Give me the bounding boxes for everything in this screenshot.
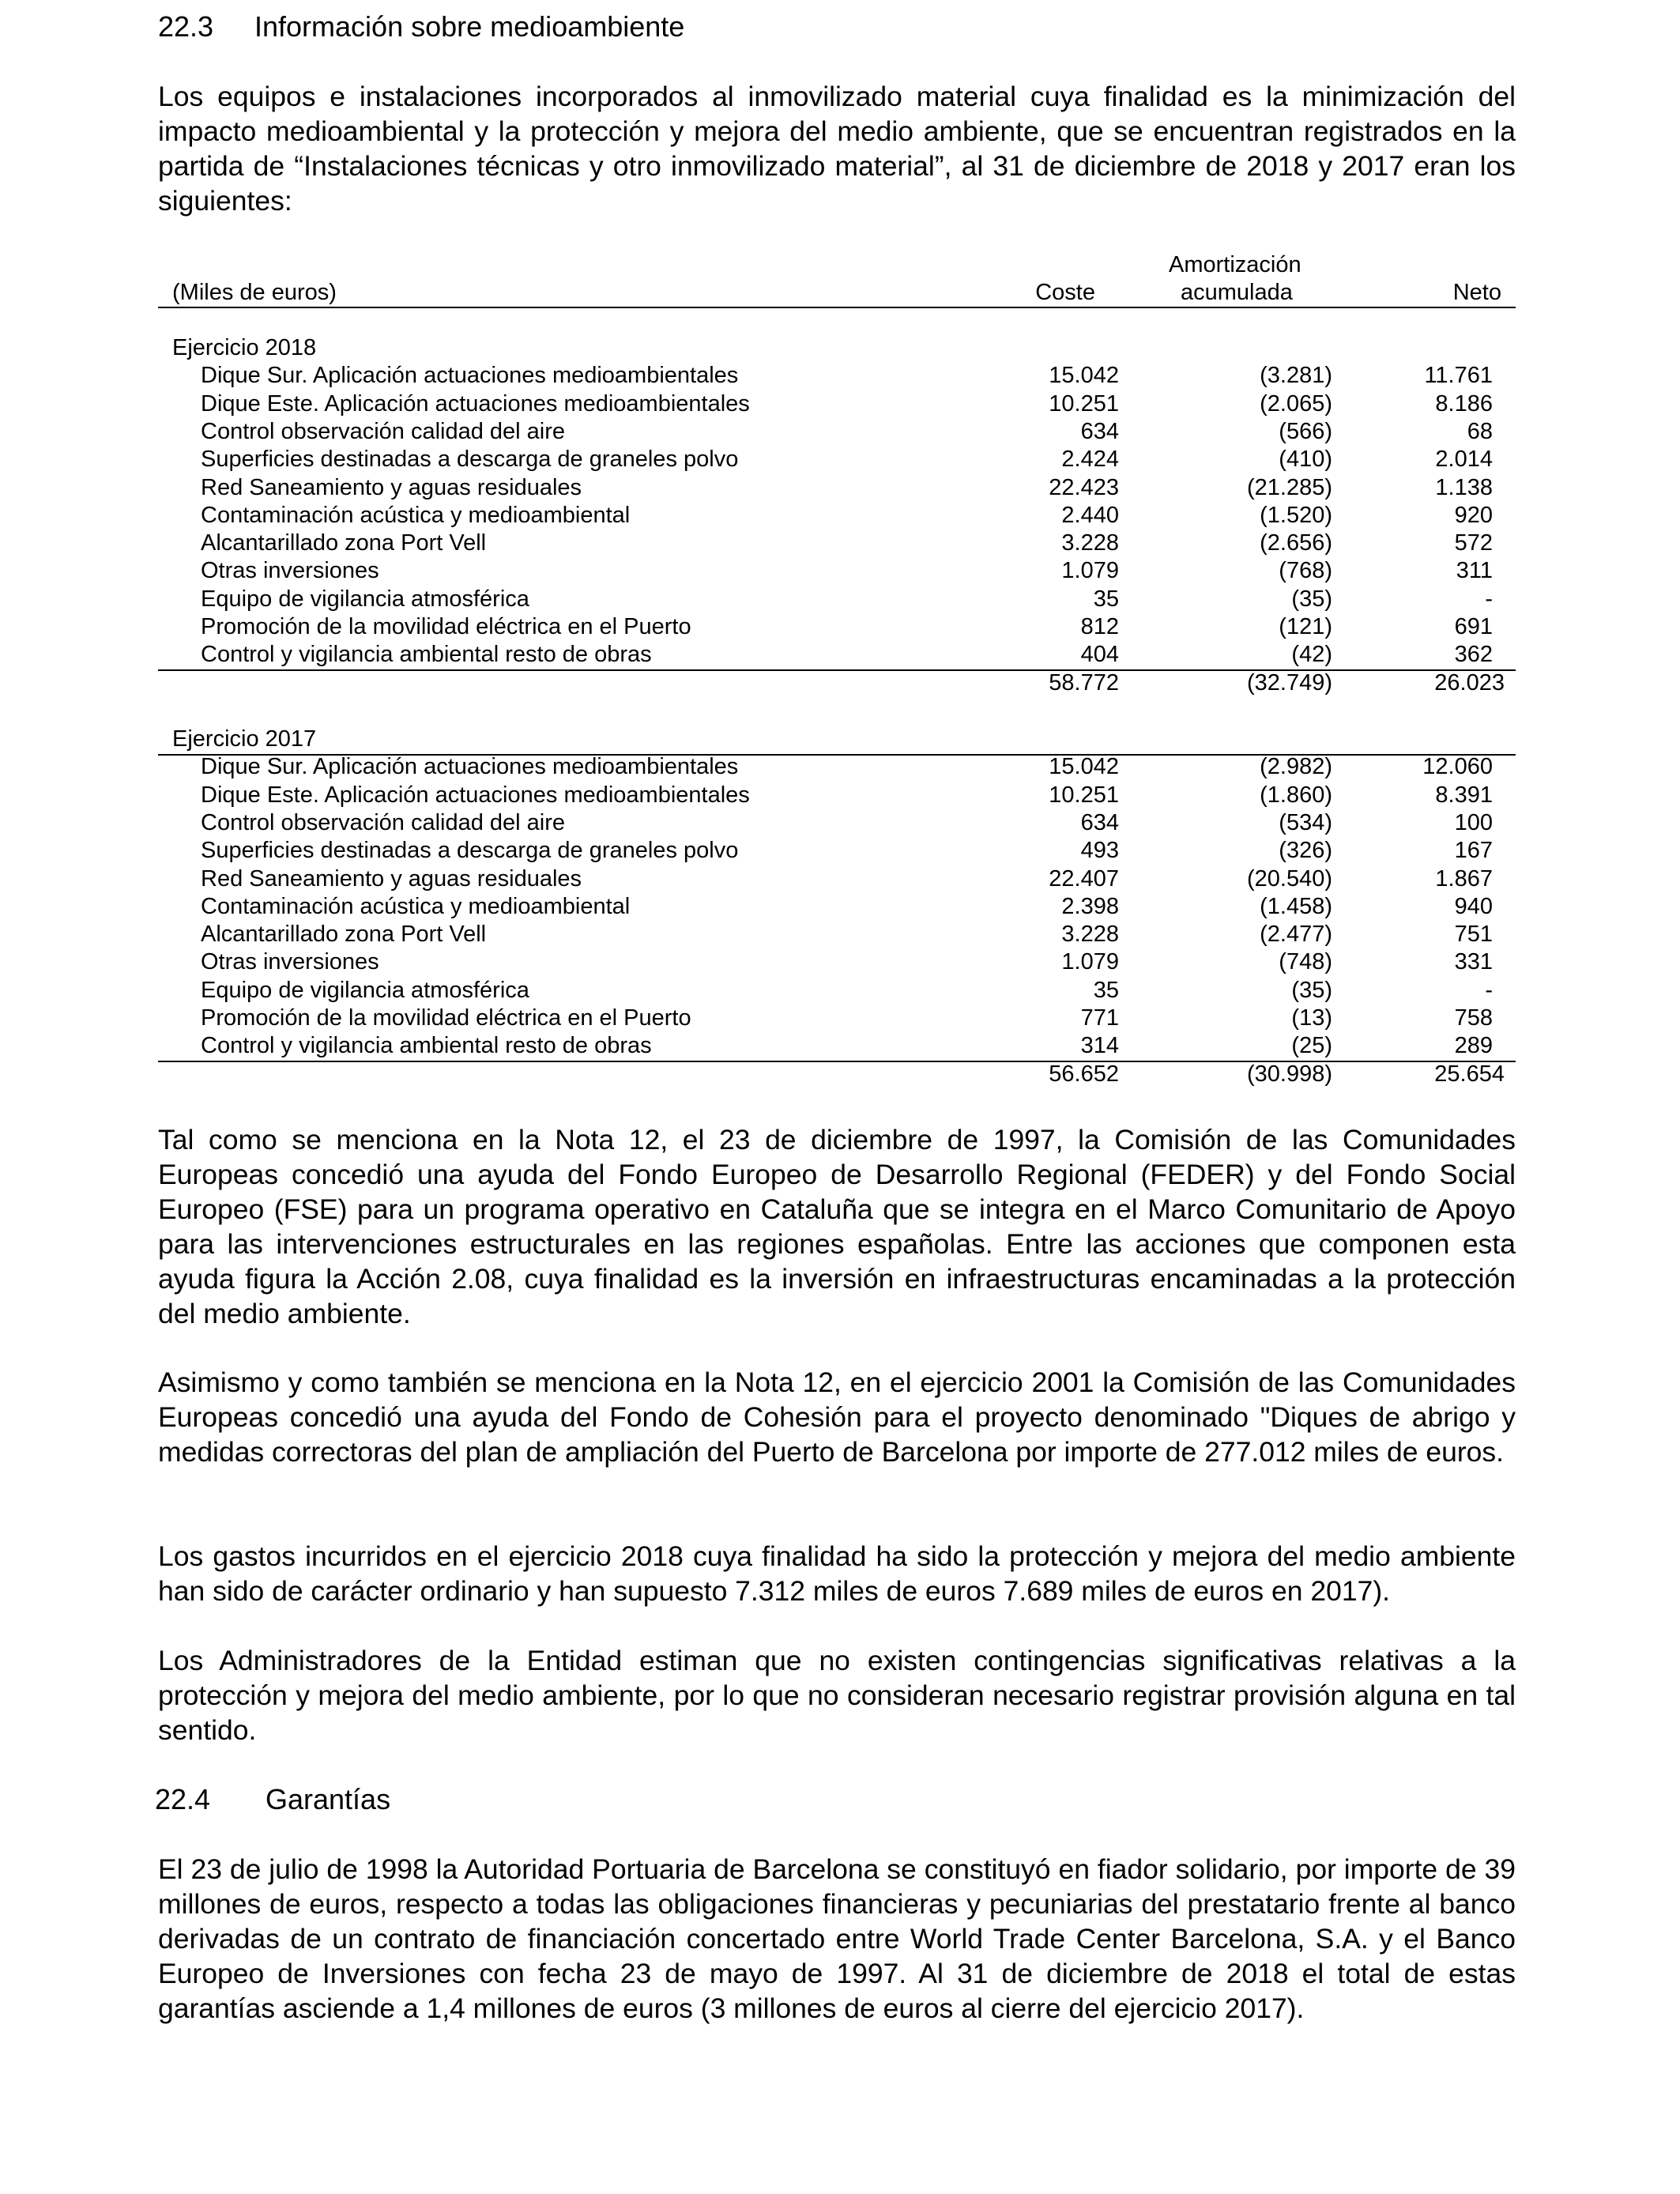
row-amortizacion: (534) (1279, 810, 1332, 835)
row-neto: - (1485, 586, 1493, 612)
row-neto: 572 (1454, 530, 1493, 556)
row-neto: 167 (1454, 838, 1493, 863)
row-concept: Dique Sur. Aplicación actuaciones medioambientales (201, 363, 739, 388)
row-concept: Equipo de vigilancia atmosférica (201, 978, 529, 1003)
row-coste: 771 (1080, 1005, 1119, 1031)
row-amortizacion: (2.477) (1260, 922, 1332, 947)
total-amortizacion: (32.749) (1246, 670, 1332, 696)
row-coste: 812 (1080, 614, 1119, 639)
feder-paragraph: Tal como se menciona en la Nota 12, el 23 de diciembre de 1997, la Comisión de las Comunidades Europeas concedió una ayuda del Fondo Europeo de Desarrollo Regional (FEDER) y del Fondo Social Europeo (FSE) para un programa operativo en Cataluña que se integra en el Marco Comunitario de Apoyo para las intervenciones estructurales en las regiones españolas. Entre las acciones que componen esta ayuda figura la Acción 2.08, cuya finalidad es la inversión en infraestructuras encaminadas a la protección del medio ambiente. (158, 1124, 1516, 1329)
row-concept: Control y vigilancia ambiental resto de obras (201, 642, 652, 667)
row-amortizacion: (410) (1279, 447, 1332, 472)
row-concept: Contaminación acústica y medioambiental (201, 503, 631, 528)
row-neto: 100 (1454, 810, 1493, 835)
row-amortizacion: (2.065) (1260, 391, 1332, 417)
row-amortizacion: (2.656) (1260, 530, 1332, 556)
administradores-paragraph: Los Administradores de la Entidad estiman que no existen contingencias significativas relativas a la protección y mejora del medio ambiente, por lo que no consideran necesario registrar provisión alguna en tal sentido. (158, 1645, 1516, 1746)
row-coste: 3.228 (1061, 922, 1119, 947)
row-concept: Contaminación acústica y medioambiental (201, 894, 631, 919)
row-concept: Superficies destinadas a descarga de graneles polvo (201, 838, 739, 863)
row-amortizacion: (3.281) (1260, 363, 1332, 388)
row-amortizacion: (13) (1291, 1005, 1332, 1031)
row-neto: - (1485, 978, 1493, 1003)
section-title: Información sobre medioambiente (254, 10, 685, 43)
row-amortizacion: (20.540) (1246, 866, 1332, 892)
total-neto: 26.023 (1434, 670, 1505, 696)
row-neto: 920 (1454, 503, 1493, 528)
row-coste: 314 (1080, 1033, 1119, 1058)
row-amortizacion: (1.520) (1260, 503, 1332, 528)
group-label: Ejercicio 2017 (172, 726, 317, 752)
row-concept: Red Saneamiento y aguas residuales (201, 475, 582, 500)
row-amortizacion: (326) (1279, 838, 1332, 863)
row-amortizacion: (748) (1279, 949, 1332, 974)
row-neto: 68 (1467, 419, 1493, 444)
table-unit-label: (Miles de euros) (172, 280, 337, 305)
row-concept: Otras inversiones (201, 558, 379, 583)
total-amortizacion: (30.998) (1246, 1061, 1332, 1087)
row-neto: 2.014 (1435, 447, 1493, 472)
row-concept: Alcantarillado zona Port Vell (201, 922, 487, 947)
row-concept: Equipo de vigilancia atmosférica (201, 586, 529, 612)
row-neto: 289 (1454, 1033, 1493, 1058)
section-heading-22-4 (155, 1782, 391, 1817)
row-neto: 8.391 (1435, 782, 1493, 808)
row-amortizacion: (566) (1279, 419, 1332, 444)
total-coste: 58.772 (1049, 670, 1119, 696)
row-coste: 404 (1080, 642, 1119, 667)
total-coste: 56.652 (1049, 1061, 1119, 1087)
row-neto: 940 (1454, 894, 1493, 919)
row-coste: 35 (1093, 978, 1119, 1003)
total-neto: 25.654 (1434, 1061, 1505, 1087)
row-amortizacion: (2.982) (1260, 754, 1332, 779)
row-neto: 362 (1454, 642, 1493, 667)
row-concept: Dique Sur. Aplicación actuaciones medioambientales (201, 754, 739, 779)
row-neto: 311 (1456, 558, 1493, 583)
row-amortizacion: (121) (1279, 614, 1332, 639)
row-coste: 15.042 (1049, 363, 1119, 388)
row-neto: 11.761 (1424, 363, 1493, 388)
column-header-amortizacion-line2: acumulada (1181, 280, 1293, 305)
row-neto: 751 (1454, 922, 1493, 947)
row-coste: 1.079 (1061, 558, 1119, 583)
row-coste: 634 (1080, 810, 1119, 835)
row-coste: 10.251 (1049, 391, 1119, 417)
row-amortizacion: (42) (1291, 642, 1332, 667)
row-concept: Dique Este. Aplicación actuaciones medioambientales (201, 782, 750, 808)
row-concept: Promoción de la movilidad eléctrica en el Puerto (201, 614, 691, 639)
row-amortizacion: (1.860) (1260, 782, 1332, 808)
row-concept: Dique Este. Aplicación actuaciones medioambientales (201, 391, 750, 417)
row-amortizacion: (35) (1291, 586, 1332, 612)
row-coste: 2.398 (1061, 894, 1119, 919)
row-amortizacion: (25) (1291, 1033, 1332, 1058)
row-coste: 15.042 (1049, 754, 1119, 779)
cohesion-paragraph: Asimismo y como también se menciona en la Nota 12, en el ejercicio 2001 la Comisión de las Comunidades Europeas concedió una ayuda del Fondo de Cohesión para el proyecto denominado "Diques de abrigo y medidas correctoras del plan de ampliación del Puerto de Barcelona por importe de 277.012 miles de euros. (158, 1367, 1516, 1468)
row-amortizacion: (768) (1279, 558, 1332, 583)
row-amortizacion: (35) (1291, 978, 1332, 1003)
column-header-amortizacion-line1: Amortización (1169, 252, 1301, 277)
row-coste: 35 (1093, 586, 1119, 612)
table-header-rule (158, 307, 1516, 308)
section-heading-22-3 (158, 9, 685, 44)
row-coste: 3.228 (1061, 530, 1119, 556)
row-concept: Promoción de la movilidad eléctrica en el Puerto (201, 1005, 691, 1031)
row-concept: Control observación calidad del aire (201, 419, 566, 444)
row-coste: 2.440 (1061, 503, 1119, 528)
row-neto: 691 (1454, 614, 1493, 639)
section-number: 22.4 (155, 1783, 211, 1815)
row-neto: 1.867 (1435, 866, 1493, 892)
row-coste: 1.079 (1061, 949, 1119, 974)
row-concept: Alcantarillado zona Port Vell (201, 530, 487, 556)
row-coste: 22.407 (1049, 866, 1119, 892)
row-coste: 10.251 (1049, 782, 1119, 808)
row-neto: 8.186 (1435, 391, 1493, 417)
row-coste: 22.423 (1049, 475, 1119, 500)
row-neto: 331 (1454, 949, 1493, 974)
section-title: Garantías (266, 1783, 391, 1815)
row-neto: 758 (1454, 1005, 1493, 1031)
row-concept: Superficies destinadas a descarga de graneles polvo (201, 447, 739, 472)
column-header-coste: Coste (1035, 280, 1095, 305)
intro-paragraph: Los equipos e instalaciones incorporados al inmovilizado material cuya finalidad es la minimización del impacto medioambiental y la protección y mejora del medio ambiente, que se encuentran registrados en la partida de “Instalaciones técnicas y otro inmovilizado material”, al 31 de diciembre de 2018 y 2017 eran los siguientes: (158, 81, 1516, 217)
group-label: Ejercicio 2018 (172, 335, 317, 360)
row-concept: Control observación calidad del aire (201, 810, 566, 835)
row-concept: Otras inversiones (201, 949, 379, 974)
row-neto: 1.138 (1435, 475, 1493, 500)
row-coste: 634 (1080, 419, 1119, 444)
row-coste: 493 (1080, 838, 1119, 863)
row-neto: 12.060 (1422, 754, 1493, 779)
garantias-paragraph: El 23 de julio de 1998 la Autoridad Portuaria de Barcelona se constituyó en fiador solidario, por importe de 39 millones de euros, respecto a todas las obligaciones financieras y pecuniarias del prestatario frente al banco derivadas de un contrato de financiación concertado entre World Trade Center Barcelona, S.A. y el Banco Europeo de Inversiones con fecha 23 de mayo de 1997. Al 31 de diciembre de 2018 el total de estas garantías asciende a 1,4 millones de euros (3 millones de euros al cierre del ejercicio 2017). (158, 1853, 1516, 2024)
gastos-paragraph: Los gastos incurridos en el ejercicio 2018 cuya finalidad ha sido la protección y mejora del medio ambiente han sido de carácter ordinario y han supuesto 7.312 miles de euros 7.689 miles de euros en 2017). (158, 1540, 1516, 1607)
column-header-neto: Neto (1452, 280, 1501, 305)
row-concept: Red Saneamiento y aguas residuales (201, 866, 582, 892)
section-number: 22.3 (158, 10, 214, 43)
row-amortizacion: (1.458) (1260, 894, 1332, 919)
row-amortizacion: (21.285) (1246, 475, 1332, 500)
row-concept: Control y vigilancia ambiental resto de obras (201, 1033, 652, 1058)
row-coste: 2.424 (1061, 447, 1119, 472)
